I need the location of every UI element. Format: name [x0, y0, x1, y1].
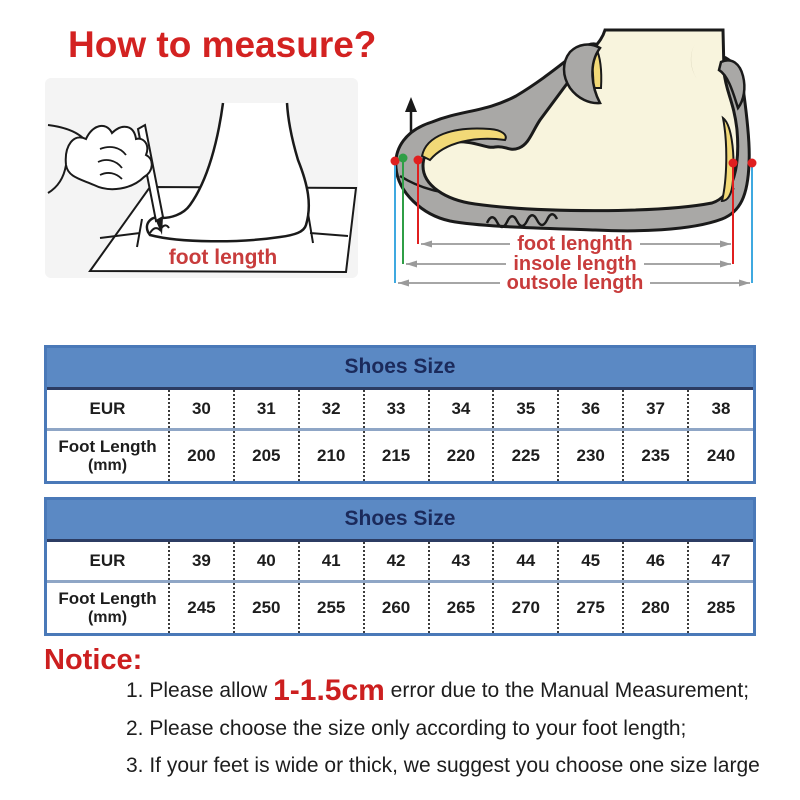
size-cell: 46: [623, 542, 688, 582]
page-title: How to measure?: [68, 24, 377, 65]
size-cell: 235: [623, 430, 688, 482]
size-cell: 45: [558, 542, 623, 582]
shoe-foot-length-label: foot lenghth: [517, 233, 633, 255]
size-cell: 31: [234, 390, 299, 430]
size-cell: 280: [623, 582, 688, 634]
size-cell: 44: [493, 542, 558, 582]
size-cell: 270: [493, 582, 558, 634]
size-cell: 245: [169, 582, 234, 634]
size-cell: 265: [429, 582, 494, 634]
notice-item-1: [126, 676, 766, 706]
row-label-text: Foot Length: [58, 589, 157, 608]
size-cell: 240: [688, 430, 753, 482]
size-cell: 220: [429, 430, 494, 482]
size-cell: 285: [688, 582, 753, 634]
size-cell: 210: [299, 430, 364, 482]
insole-dot-left: [399, 154, 408, 163]
size-cell: 36: [558, 390, 623, 430]
table-row: [47, 430, 753, 482]
foot-length-label: foot length: [168, 246, 278, 269]
shoe-measurement-diagram: [390, 0, 800, 310]
size-table-2: [44, 497, 756, 636]
size-cell: 42: [364, 542, 429, 582]
foot-dot-right: [729, 159, 738, 168]
foot-tracing-diagram: [40, 75, 400, 305]
size-table-grid: [47, 542, 753, 633]
notice-item-1-highlight: 1-1.5cm: [273, 674, 385, 707]
table-title: Shoes Size: [47, 500, 753, 542]
notice-item-1-suffix: error due to the Manual Measurement;: [384, 679, 750, 702]
size-cell: 35: [493, 390, 558, 430]
row-label-foot-length: [47, 582, 169, 634]
size-cell: 230: [558, 430, 623, 482]
size-cell: 215: [364, 430, 429, 482]
size-cell: 38: [688, 390, 753, 430]
size-table-grid: [47, 390, 753, 481]
size-cell: 32: [299, 390, 364, 430]
foot-dot-left: [414, 156, 423, 165]
row-label-unit: (mm): [87, 609, 128, 626]
size-cell: 260: [364, 582, 429, 634]
table-row: [47, 390, 753, 430]
size-cell: 41: [299, 542, 364, 582]
notice-item-2: 2. Please choose the size only according to your foot length;: [126, 717, 687, 740]
notice-list: [126, 676, 766, 789]
row-label-text: Foot Length: [58, 437, 157, 456]
size-cell: 275: [558, 582, 623, 634]
size-cell: 255: [299, 582, 364, 634]
size-cell: 200: [169, 430, 234, 482]
size-cell: 250: [234, 582, 299, 634]
size-cell: 43: [429, 542, 494, 582]
notice-item-1-prefix: 1. Please allow: [126, 679, 274, 702]
row-label-eur: EUR: [47, 542, 169, 582]
shoe-outsole-length-label: outsole length: [506, 272, 644, 294]
size-cell: 205: [234, 430, 299, 482]
size-cell: 40: [234, 542, 299, 582]
outsole-dot-right: [748, 159, 757, 168]
size-cell: 37: [623, 390, 688, 430]
row-label-foot-length: [47, 430, 169, 482]
size-cell: 225: [493, 430, 558, 482]
notice-item-3: 3. If your feet is wide or thick, we suggest you choose one size large: [126, 754, 760, 777]
notice-heading: Notice:: [44, 644, 143, 676]
shoe-insole-length-label: insole length: [513, 253, 637, 275]
toe-arrow-head: [405, 97, 417, 112]
size-table-1: [44, 345, 756, 484]
outsole-dot-left: [391, 157, 400, 166]
row-label-eur: EUR: [47, 390, 169, 430]
size-cell: 34: [429, 390, 494, 430]
size-cell: 30: [169, 390, 234, 430]
size-cell: 33: [364, 390, 429, 430]
table-row: [47, 582, 753, 634]
size-cell: 47: [688, 542, 753, 582]
table-row: [47, 542, 753, 582]
row-label-unit: (mm): [87, 457, 128, 474]
size-cell: 39: [169, 542, 234, 582]
table-title: Shoes Size: [47, 348, 753, 390]
